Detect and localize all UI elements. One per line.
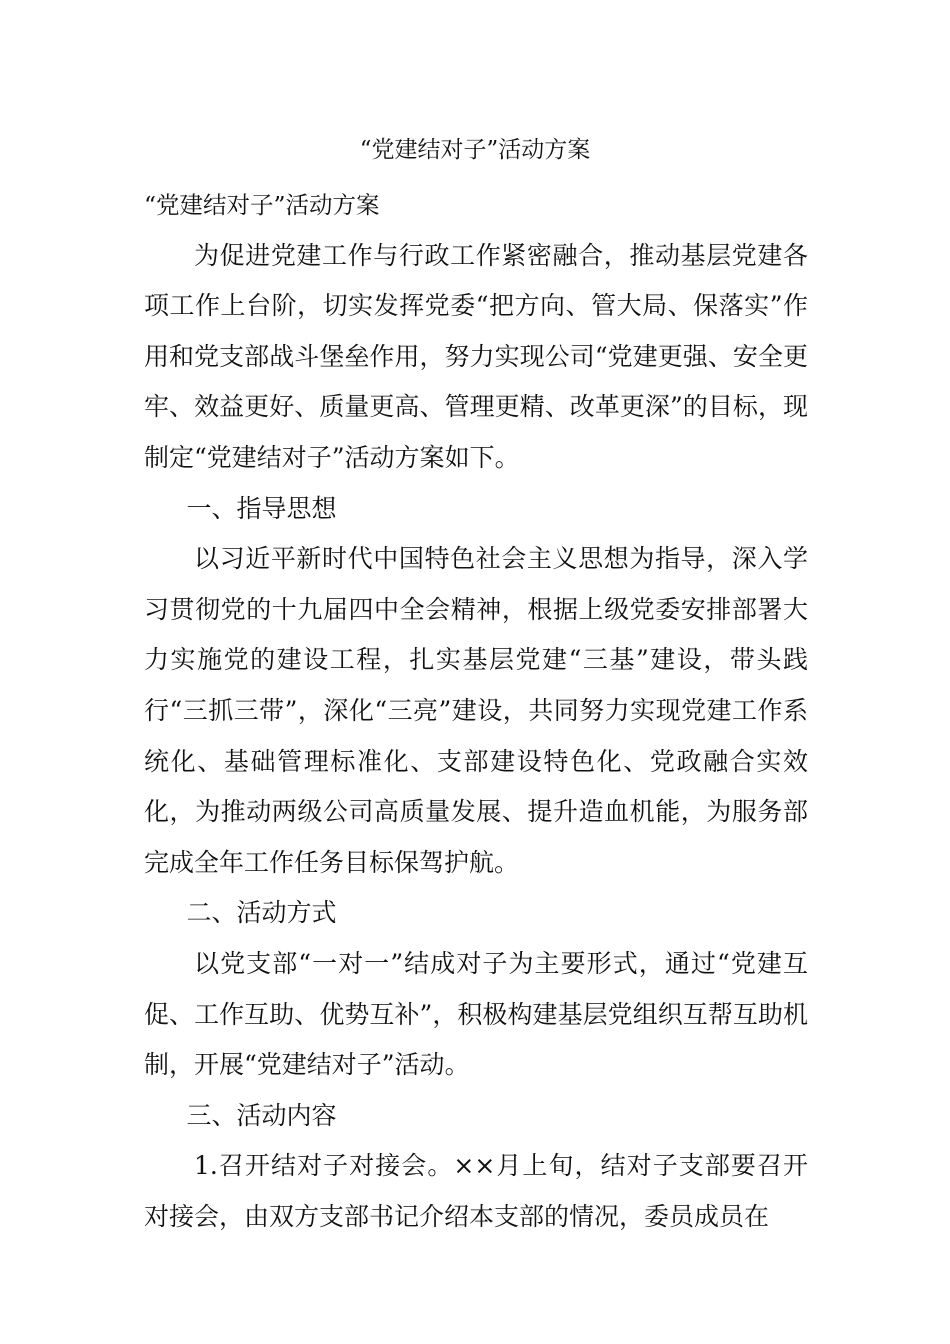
intro-paragraph: 为促进党建工作与行政工作紧密融合，推动基层党建各项工作上台阶，切实发挥党委“把方向、管大局、保落实”作用和党支部战斗堡垒作用，努力实现公司“党建更强、安全更牢、效益更好、质量更高、管理更精、改革更深”的目标，现制定“党建结对子”活动方案如下。 xyxy=(144,240,808,472)
guiding-thought-paragraph: 以习近平新时代中国特色社会主义思想为指导，深入学习贯彻党的十九届四中全会精神，根据上级党委安排部署大力实施党的建设工程，扎实基层党建“三基”建设，带头践行“三抓三带”，深化“三亮”建设，共同努力实现党建工作系统化、基础管理标准化、支部建设特色化、党政融合实效化，为推动两级公司高质量发展、提升造血机能，为服务部完成全年工作任务目标保驾护航。 xyxy=(144,544,808,877)
activity-content-item-1: 1.召开结对子对接会。××月上旬，结对子支部要召开对接会，由双方支部书记介绍本支部的情况，委员成员在 xyxy=(144,1151,808,1231)
document-title: “党建结对子”活动方案 xyxy=(359,137,591,163)
activity-method-paragraph: 以党支部“一对一”结成对子为主要形式，通过“党建互促、工作互助、优势互补”，积极构建基层党组织互帮互助机制，开展“党建结对子”活动。 xyxy=(144,948,808,1080)
section-heading-activity-content: 三、活动内容 xyxy=(186,1100,337,1130)
document-body xyxy=(144,180,808,1242)
document-subtitle: “党建结对子”活动方案 xyxy=(144,191,380,219)
section-heading-guiding-thought: 一、指导思想 xyxy=(186,493,337,523)
section-heading-activity-method: 二、活动方式 xyxy=(186,898,337,928)
